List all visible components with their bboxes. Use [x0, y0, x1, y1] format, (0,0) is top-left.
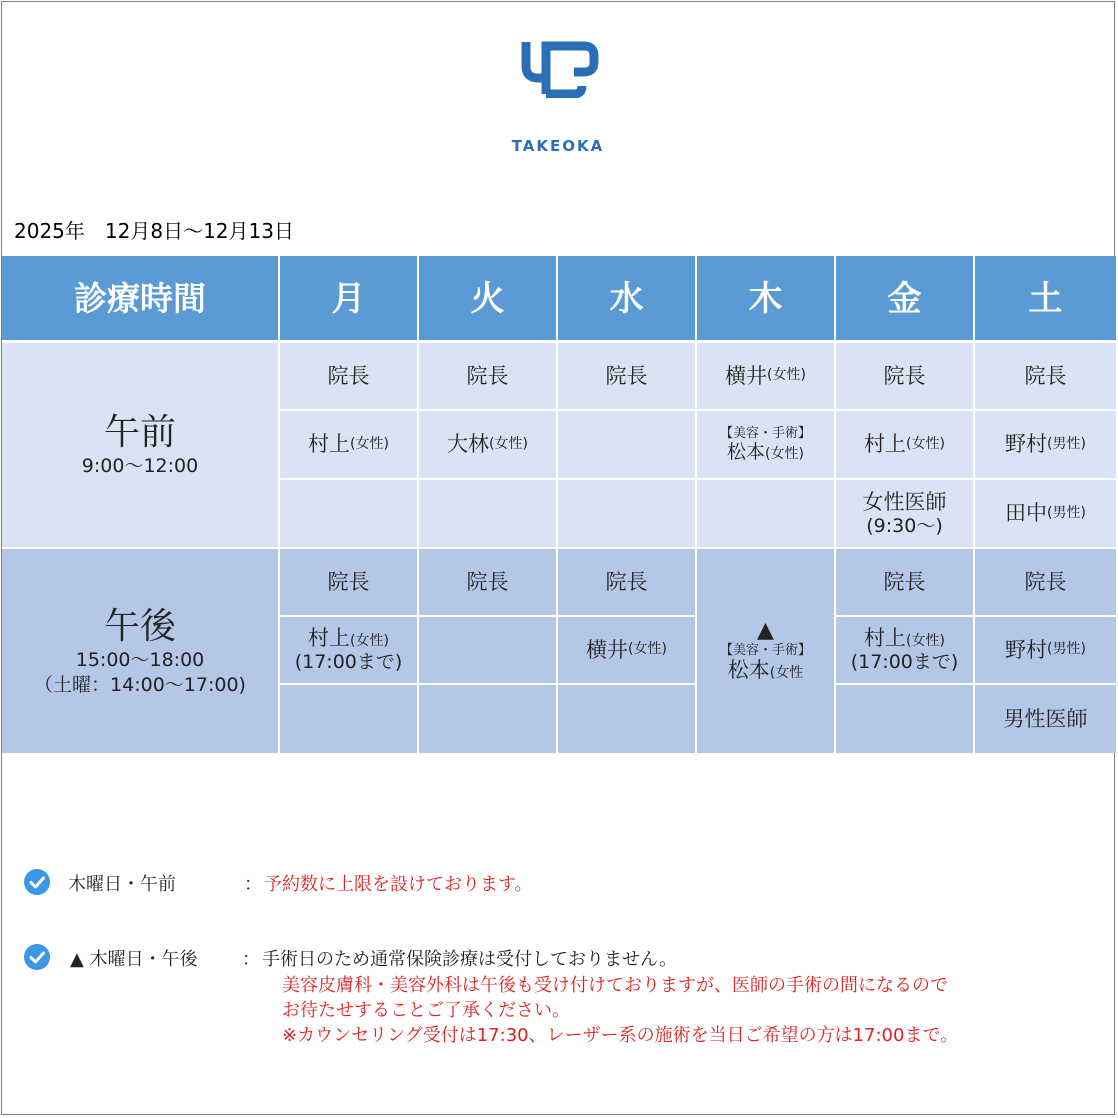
pm-fri-2: [836, 617, 975, 685]
am-sat-2-tag: (男性): [1047, 435, 1086, 452]
note-1-label: 木曜日・午前: [68, 874, 176, 895]
am-thu-2-line: [727, 442, 804, 463]
header-time-label: 診療時間: [2, 256, 280, 342]
afternoon-label-cell: [2, 549, 280, 753]
am-fri-1: 院長: [836, 343, 975, 411]
takeoka-logo: [508, 38, 608, 158]
am-mon-3: [280, 480, 419, 549]
pm-wed-2: [558, 617, 697, 685]
pm-mon-2-tag: (女性): [350, 633, 389, 649]
am-thu-1-doctor: 横井: [725, 363, 768, 388]
am-sat-2: [975, 411, 1116, 480]
pm-sat-3: 男性医師: [975, 685, 1116, 753]
note-2-colon: ：: [242, 949, 260, 970]
pm-mon-2-line: [308, 625, 389, 651]
pm-thu-surgery-tag: 【美容・手術】: [719, 642, 811, 658]
pm-fri-3: [836, 685, 975, 753]
am-thu-3: [697, 480, 836, 549]
morning-hours: 9:00～12:00: [81, 455, 199, 478]
header-day-mon: 月: [280, 256, 419, 342]
am-sat-3-doctor: 田中: [1005, 501, 1048, 526]
morning-label-cell: [2, 343, 280, 549]
am-fri-3-time: (9:30～): [866, 514, 943, 537]
pm-mon-2-doctor: 村上: [308, 626, 351, 650]
pm-mon-3: [280, 685, 419, 753]
note-2-red-line-1: 美容皮膚科・美容外科は午後も受け付けておりますが、医師の手術の間になるので: [282, 975, 948, 996]
am-thu-2: [697, 411, 836, 480]
am-tue-2-doctor: 大林: [447, 432, 490, 457]
header-day-fri: 金: [836, 256, 975, 342]
pm-mon-1: 院長: [280, 549, 419, 617]
pm-fri-2-tag: (女性): [906, 633, 945, 649]
pm-wed-2-doctor: 横井: [586, 637, 629, 662]
note-2-red-line-2: お待たせすることご了承ください。: [282, 1000, 570, 1021]
am-fri-3-doctor: 女性医師: [862, 489, 947, 514]
pm-thu-triangle-mark: ▲: [757, 617, 774, 643]
note-1-colon: ：: [244, 874, 262, 895]
am-mon-2: [280, 411, 419, 480]
am-sat-3-tag: (男性): [1047, 504, 1086, 521]
check-circle-icon: [24, 944, 50, 970]
note-1-text: 予約数に上限を設けております。: [264, 874, 533, 895]
check-circle-icon: [24, 869, 50, 895]
header-day-thu: 木: [697, 256, 836, 342]
note-2-red-line-3: ※カウンセリング受付は17:30、レーザー系の施術を当日ご希望の方は17:00まで。: [282, 1025, 959, 1046]
am-thu-1: [697, 343, 836, 411]
am-thu-1-tag: (女性): [767, 367, 806, 384]
pm-fri-2-doctor: 村上: [864, 626, 907, 650]
pm-fri-1: 院長: [836, 549, 975, 617]
am-fri-2: [836, 411, 975, 480]
pm-fri-2-until: (17:00まで): [850, 651, 959, 674]
pm-mon-2: [280, 617, 419, 685]
logo-text: TAKEOKA: [511, 137, 605, 155]
pm-thu-line: [728, 658, 803, 683]
header-day-tue: 火: [419, 256, 558, 342]
pm-tue-3: [419, 685, 558, 753]
am-mon-2-tag: (女性): [350, 435, 389, 452]
pm-sat-1: 院長: [975, 549, 1116, 617]
am-sat-1: 院長: [975, 343, 1116, 411]
pm-fri-2-line: [864, 625, 945, 651]
afternoon-label: 午後: [103, 605, 176, 647]
am-sat-2-doctor: 野村: [1005, 432, 1048, 457]
am-tue-2: [419, 411, 558, 480]
pm-thu-doctor: 松本: [727, 658, 770, 683]
am-fri-3: [836, 480, 975, 549]
am-mon-2-doctor: 村上: [308, 432, 351, 457]
pm-tue-1: 院長: [419, 549, 558, 617]
am-thu-2-tag: (女性): [765, 445, 804, 462]
date-range: 2025年 12月8日～12月13日: [14, 219, 294, 243]
pm-sat-2: [975, 617, 1116, 685]
pm-sat-2-tag: (男性): [1047, 641, 1086, 658]
pm-thu-merged: [697, 549, 836, 753]
pm-mon-2-until: (17:00まで): [294, 651, 403, 674]
pm-wed-3: [558, 685, 697, 753]
am-tue-3: [419, 480, 558, 549]
pm-thu-tag: (女性: [769, 665, 804, 682]
note-2-text: 手術日のため通常保険診療は受付しておりません。: [262, 949, 678, 970]
am-thu-2-doctor: 松本: [727, 440, 766, 463]
pm-tue-2: [419, 617, 558, 685]
am-wed-2: [558, 411, 697, 480]
pm-sat-2-doctor: 野村: [1005, 637, 1048, 662]
am-fri-2-tag: (女性): [906, 435, 945, 452]
afternoon-saturday-hours: （土曜：14:00～17:00): [34, 673, 246, 696]
morning-label: 午前: [103, 412, 176, 454]
pm-wed-1: 院長: [558, 549, 697, 617]
afternoon-hours: 15:00～18:00: [75, 648, 205, 671]
am-tue-1: 院長: [419, 343, 558, 411]
am-sat-3: [975, 480, 1116, 549]
am-mon-1: 院長: [280, 343, 419, 411]
am-fri-2-doctor: 村上: [864, 432, 907, 457]
pm-wed-2-tag: (女性): [628, 641, 667, 658]
am-wed-1: 院長: [558, 343, 697, 411]
am-wed-3: [558, 480, 697, 549]
logo-mark-icon: [516, 38, 600, 98]
am-thu-2-surgery-tag: 【美容・手術】: [719, 426, 811, 442]
header-day-sat: 土: [975, 256, 1116, 342]
am-tue-2-tag: (女性): [489, 435, 528, 452]
header-day-wed: 水: [558, 256, 697, 342]
note-2-label: ▲ 木曜日・午後: [70, 949, 198, 970]
